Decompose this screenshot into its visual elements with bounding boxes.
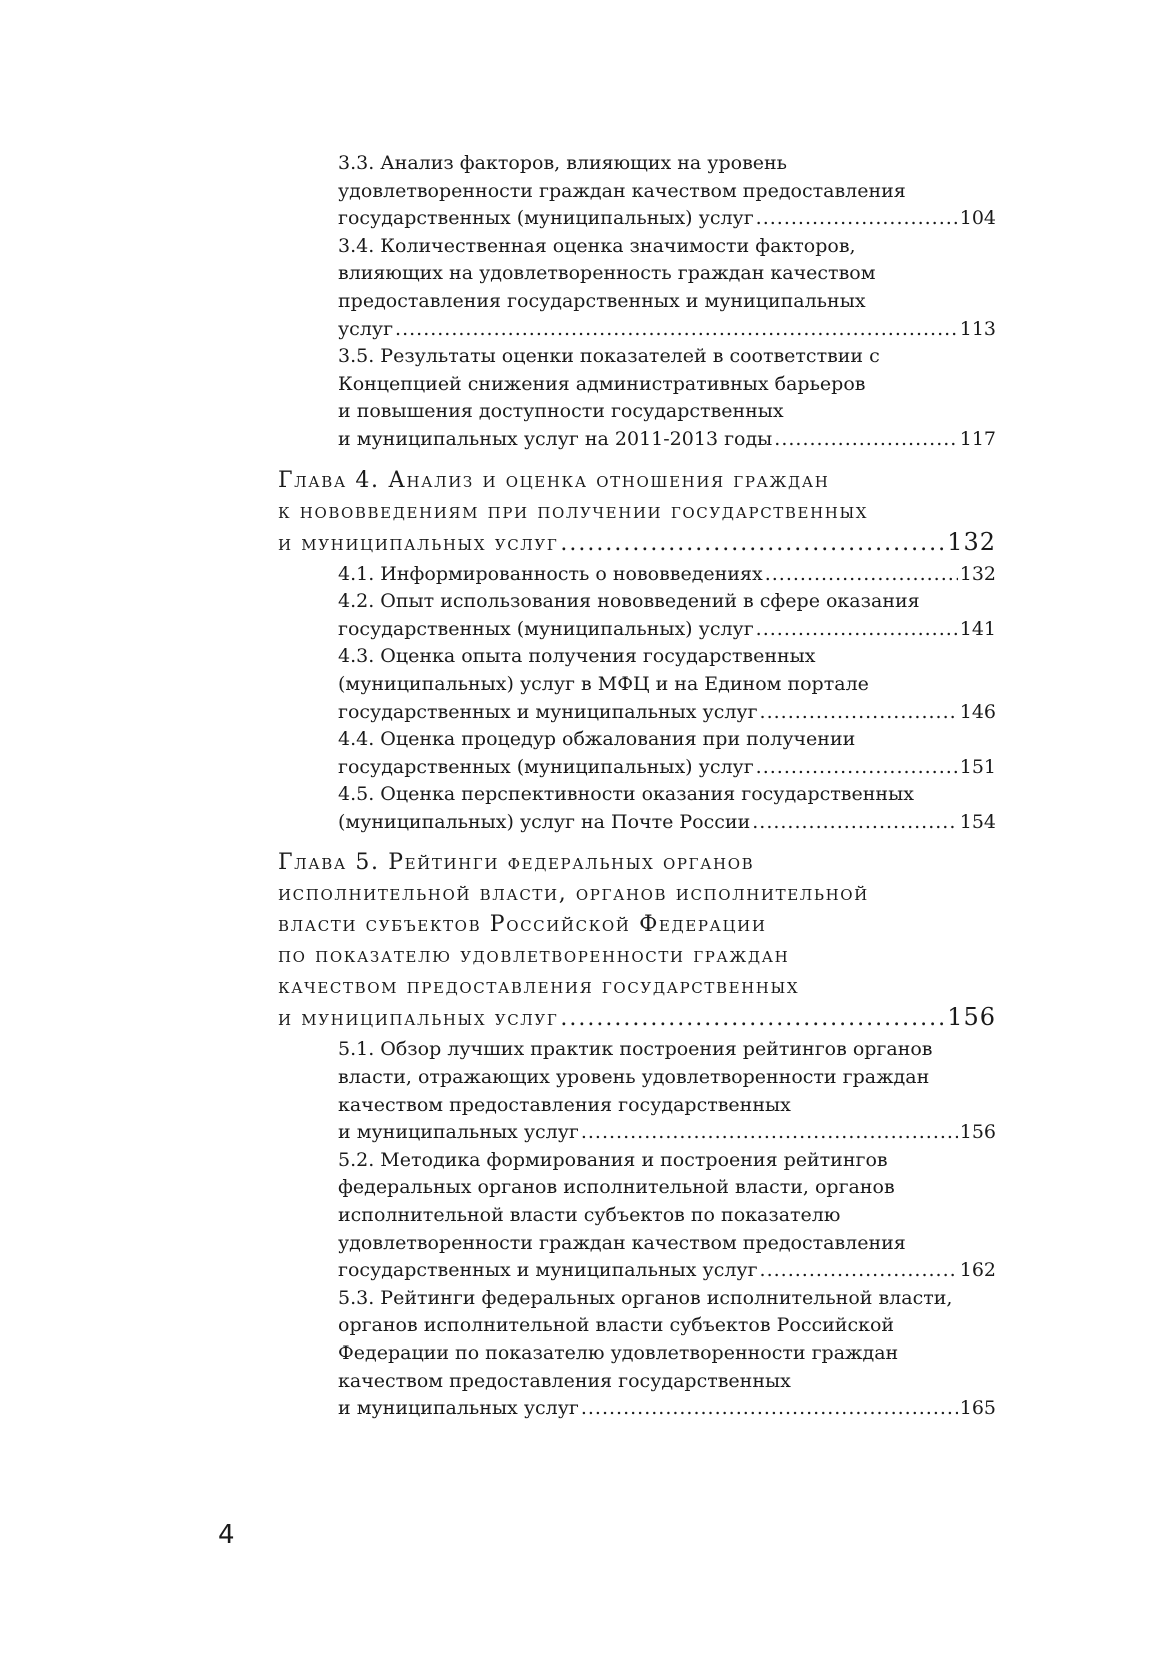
chapter-heading-line: по показателю удовлетворенности граждан bbox=[278, 943, 790, 969]
toc-entry-line: (муниципальных) услуг на Почте России bbox=[338, 810, 751, 833]
toc-entry-5-2 bbox=[338, 1147, 996, 1285]
toc-entry-line: государственных (муниципальных) услуг bbox=[338, 207, 754, 230]
page-number: 162 bbox=[959, 1259, 996, 1282]
toc-entry-last-line bbox=[338, 699, 996, 727]
page-number: 113 bbox=[959, 317, 996, 340]
toc-entry-line: 4.2. Опыт использования нововведений в сфере оказания bbox=[338, 590, 920, 613]
toc-entry-last-line bbox=[338, 426, 996, 454]
dot-leader bbox=[765, 561, 958, 589]
toc-entry-line: 3.3. Анализ факторов, влияющих на уровень bbox=[338, 152, 788, 174]
toc-entry-line: удовлетворенности граждан качеством предоставления bbox=[338, 1231, 906, 1254]
page-number: 151 bbox=[959, 755, 996, 778]
toc-entry-last-line bbox=[338, 316, 996, 344]
toc-entry-line: предоставления государственных и муниципальных bbox=[338, 289, 866, 312]
dot-leader bbox=[760, 1257, 958, 1285]
toc-entry-4-1 bbox=[338, 561, 996, 589]
toc-entry-line: и муниципальных услуг bbox=[338, 1397, 579, 1420]
toc-entry-last-line bbox=[338, 754, 996, 782]
dot-leader bbox=[581, 1119, 958, 1147]
toc-entry-line: услуг bbox=[338, 317, 394, 340]
chapter-heading-last-line bbox=[278, 527, 996, 559]
page-number: 117 bbox=[959, 427, 996, 450]
chapter-heading-last-line bbox=[278, 1002, 996, 1034]
chapter-heading-line: Глава 5. Рейтинги федеральных органов bbox=[278, 850, 755, 876]
table-of-contents bbox=[278, 150, 996, 1423]
toc-entry-5-1 bbox=[338, 1036, 996, 1146]
toc-entry-line: органов исполнительной власти субъектов Российской bbox=[338, 1314, 895, 1337]
toc-entry-last-line bbox=[338, 616, 996, 644]
toc-entry-line: (муниципальных) услуг в МФЦ и на Едином портале bbox=[338, 672, 869, 695]
toc-entry-line: государственных и муниципальных услуг bbox=[338, 700, 758, 723]
dot-leader bbox=[756, 754, 958, 782]
dot-leader bbox=[752, 809, 958, 837]
toc-entry-4-3 bbox=[338, 643, 996, 726]
chapter-heading-line: власти субъектов Российской Федерации bbox=[278, 912, 767, 938]
chapter-heading-line: качеством предоставления государственных bbox=[278, 974, 800, 1000]
toc-entry-line: 4.1. Информированность о нововведениях bbox=[338, 562, 763, 585]
toc-entry-last-line bbox=[338, 809, 996, 837]
toc-entry-last-line bbox=[338, 1119, 996, 1147]
toc-entry-last-line bbox=[338, 1257, 996, 1285]
toc-entry-3-5 bbox=[338, 343, 996, 453]
chapter-heading-line: к нововведениям при получении государственных bbox=[278, 498, 869, 524]
toc-entry-last-line bbox=[338, 1395, 996, 1423]
toc-entry-line: власти, отражающих уровень удовлетворенности граждан bbox=[338, 1066, 930, 1089]
toc-entry-4-4 bbox=[338, 726, 996, 781]
dot-leader bbox=[581, 1395, 958, 1423]
toc-entry-line: 4.3. Оценка опыта получения государственных bbox=[338, 645, 816, 668]
page-number: 154 bbox=[959, 810, 996, 833]
toc-entry-line: 4.4. Оценка процедур обжалования при получении bbox=[338, 728, 856, 751]
toc-entry-3-4 bbox=[338, 233, 996, 343]
toc-entry-line: 5.3. Рейтинги федеральных органов исполнительной власти, bbox=[338, 1286, 953, 1309]
dot-leader bbox=[560, 528, 945, 559]
toc-entry-line: Федерации по показателю удовлетворенности граждан bbox=[338, 1342, 899, 1364]
toc-entry-line: 3.4. Количественная оценка значимости факторов, bbox=[338, 234, 856, 257]
toc-entry-4-5 bbox=[338, 781, 996, 836]
toc-entry-line: 3.5. Результаты оценки показателей в соответствии с bbox=[338, 345, 880, 368]
chapter-heading-line: и муниципальных услуг bbox=[278, 530, 559, 556]
toc-entry-line: государственных и муниципальных услуг bbox=[338, 1259, 758, 1282]
chapter-heading-line: Глава 4. Анализ и оценка отношения граждан bbox=[278, 467, 830, 493]
dot-leader bbox=[756, 205, 958, 233]
dot-leader bbox=[774, 426, 957, 454]
toc-entry-line: Концепцией снижения административных барьеров bbox=[338, 372, 866, 395]
toc-entry-line: исполнительной власти субъектов по показателю bbox=[338, 1204, 841, 1227]
toc-entry-4-2 bbox=[338, 588, 996, 643]
page-number: 132 bbox=[947, 527, 996, 556]
toc-entry-line: качеством предоставления государственных bbox=[338, 1369, 791, 1392]
toc-entry-3-3 bbox=[338, 150, 996, 233]
folio-page-number: 4 bbox=[218, 1520, 235, 1550]
toc-entry-line: и муниципальных услуг на 2011-2013 годы bbox=[338, 427, 773, 450]
toc-entry-line: государственных (муниципальных) услуг bbox=[338, 617, 754, 640]
toc-entry-5-3 bbox=[338, 1285, 996, 1423]
dot-leader bbox=[756, 616, 958, 644]
toc-entry-line: влияющих на удовлетворенность граждан качеством bbox=[338, 262, 876, 285]
chapter-heading-line: и муниципальных услуг bbox=[278, 1006, 559, 1032]
dot-leader bbox=[395, 316, 958, 344]
toc-entry-line: и повышения доступности государственных bbox=[338, 400, 784, 423]
toc-entry-line: и муниципальных услуг bbox=[338, 1121, 579, 1144]
toc-entry-line: удовлетворенности граждан качеством предоставления bbox=[338, 179, 906, 202]
page-number: 141 bbox=[959, 617, 996, 640]
page-number: 132 bbox=[959, 562, 996, 585]
page-number: 104 bbox=[959, 207, 996, 230]
toc-entry-line: государственных (муниципальных) услуг bbox=[338, 755, 754, 778]
page-number: 146 bbox=[959, 700, 996, 723]
toc-entry-line: 4.5. Оценка перспективности оказания государственных bbox=[338, 783, 914, 806]
toc-entry-line: 5.2. Методика формирования и построения рейтингов bbox=[338, 1148, 888, 1171]
page-number: 156 bbox=[959, 1121, 996, 1144]
dot-leader bbox=[760, 699, 958, 727]
chapter-4-heading bbox=[278, 465, 996, 559]
page-number: 156 bbox=[947, 1003, 996, 1032]
page-number: 165 bbox=[959, 1397, 996, 1420]
toc-entry-line: качеством предоставления государственных bbox=[338, 1093, 791, 1116]
toc-entry-line: 5.1. Обзор лучших практик построения рейтингов органов bbox=[338, 1038, 933, 1061]
toc-entry-last-line bbox=[338, 205, 996, 233]
chapter-heading-line: исполнительной власти, органов исполнительной bbox=[278, 881, 869, 907]
toc-entry-last-line bbox=[338, 561, 996, 589]
toc-entry-line: федеральных органов исполнительной власти, органов bbox=[338, 1176, 895, 1199]
chapter-5-heading bbox=[278, 847, 996, 1034]
dot-leader bbox=[560, 1003, 945, 1034]
